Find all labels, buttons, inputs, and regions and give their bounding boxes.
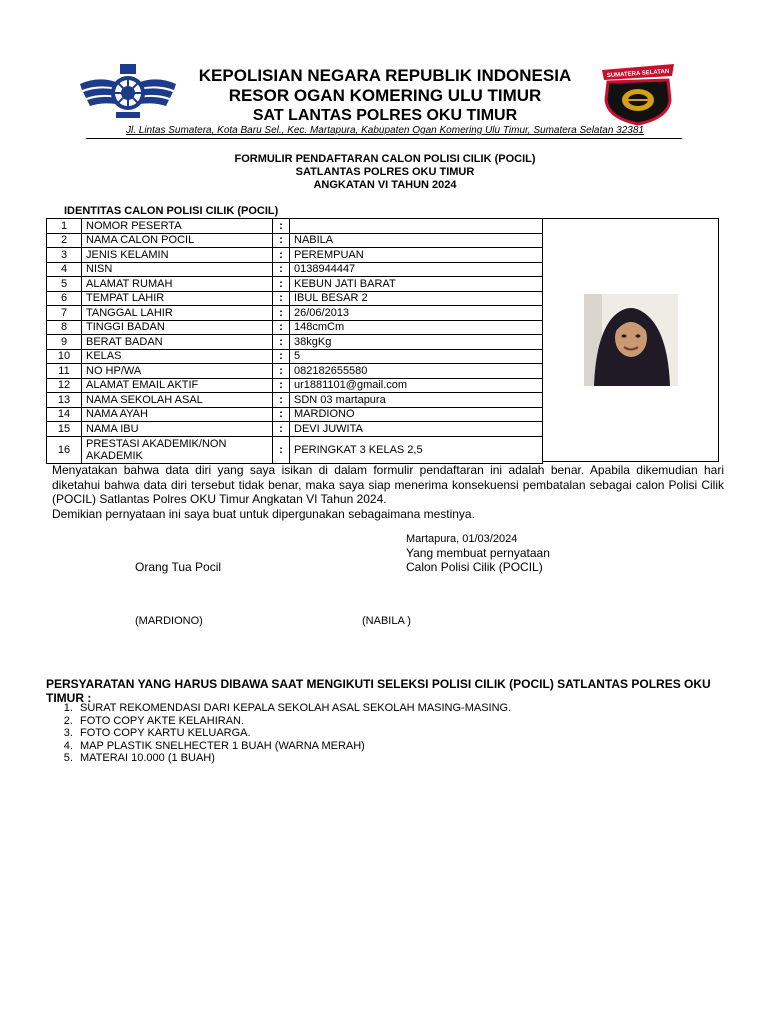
table-row — [47, 349, 543, 364]
row-colon: : — [273, 407, 290, 422]
row-number: 11 — [47, 364, 82, 379]
statement-paragraph-1: Menyatakan bahwa data diri yang saya isikan di dalam formulir pendaftaran ini adalah benar. Apabila dikemudian hari diketahui bahwa data diri tersebut tidak benar, maka saya siap menerima konsekuensi pembatalan sebagai calon Polisi Cilik (POCIL) Satlantas Polres OKU Timur Angkatan VI Tahun 2024. — [52, 463, 724, 506]
header-address: Jl. Lintas Sumatera, Kota Baru Sel., Kec. Martapura, Kabupaten Ogan Komering Ulu Timur, Sumatera Selatan 32381 — [126, 125, 644, 136]
row-label: ALAMAT EMAIL AKTIF — [82, 378, 273, 393]
form-title-line3: ANGKATAN VI TAHUN 2024 — [313, 179, 457, 191]
row-number: 14 — [47, 407, 82, 422]
row-colon: : — [273, 436, 290, 463]
row-label: JENIS KELAMIN — [82, 248, 273, 263]
identity-table — [46, 218, 543, 464]
requirements-list — [46, 702, 511, 765]
signature-candidate-label: Calon Polisi Cilik (POCIL) — [406, 560, 543, 574]
row-number: 6 — [47, 291, 82, 306]
row-colon: : — [273, 219, 290, 234]
list-item: 1. SURAT REKOMENDASI DARI KEPALA SEKOLAH ASAL SEKOLAH MASING-MASING. — [76, 702, 511, 715]
row-number: 9 — [47, 335, 82, 350]
form-title-line2: SATLANTAS POLRES OKU TIMUR — [295, 166, 475, 178]
list-item: 3. FOTO COPY KARTU KELUARGA. — [76, 727, 511, 740]
row-value: NABILA — [290, 233, 543, 248]
table-row — [47, 320, 543, 335]
applicant-photo — [584, 294, 678, 386]
signature-parent-label: Orang Tua Pocil — [135, 560, 222, 574]
table-row — [47, 436, 543, 463]
statement-paragraph-2: Demikian pernyataan ini saya buat untuk dipergunakan sebagaimana mestinya. — [52, 506, 475, 521]
polda-badge-logo — [598, 60, 678, 126]
row-label: NISN — [82, 262, 273, 277]
row-number: 12 — [47, 378, 82, 393]
row-label: NOMOR PESERTA — [82, 219, 273, 234]
row-number: 13 — [47, 393, 82, 408]
row-colon: : — [273, 233, 290, 248]
row-value: 26/06/2013 — [290, 306, 543, 321]
table-row — [47, 378, 543, 393]
row-colon: : — [273, 291, 290, 306]
row-label: PRESTASI AKADEMIK/NON AKADEMIK — [82, 436, 273, 463]
table-row — [47, 248, 543, 263]
table-row — [47, 407, 543, 422]
row-value: 082182655580 — [290, 364, 543, 379]
row-value: PERINGKAT 3 KELAS 2,5 — [290, 436, 543, 463]
row-number: 10 — [47, 349, 82, 364]
row-label: BERAT BADAN — [82, 335, 273, 350]
row-number: 2 — [47, 233, 82, 248]
header-line1: KEPOLISIAN NEGARA REPUBLIK INDONESIA — [198, 66, 572, 85]
table-row — [47, 277, 543, 292]
header-line3: SAT LANTAS POLRES OKU TIMUR — [252, 107, 518, 124]
row-colon: : — [273, 364, 290, 379]
row-value: SDN 03 martapura — [290, 393, 543, 408]
table-row — [47, 422, 543, 437]
table-row — [47, 335, 543, 350]
row-colon: : — [273, 320, 290, 335]
row-label: NAMA CALON POCIL — [82, 233, 273, 248]
statement — [52, 463, 724, 521]
row-value: MARDIONO — [290, 407, 543, 422]
row-value: ur1881101@gmail.com — [290, 378, 543, 393]
row-value: KEBUN JATI BARAT — [290, 277, 543, 292]
row-colon: : — [273, 335, 290, 350]
row-label: NO HP/WA — [82, 364, 273, 379]
signature-maker: Yang membuat pernyataan — [406, 546, 550, 560]
row-label: NAMA AYAH — [82, 407, 273, 422]
signature-place-date: Martapura, 01/03/2024 — [406, 533, 518, 545]
row-colon: : — [273, 422, 290, 437]
row-number: 1 — [47, 219, 82, 234]
row-number: 3 — [47, 248, 82, 263]
row-value — [290, 219, 543, 234]
row-value: IBUL BESAR 2 — [290, 291, 543, 306]
table-row — [47, 219, 543, 234]
table-row — [47, 233, 543, 248]
list-item: 4. MAP PLASTIK SNELHECTER 1 BUAH (WARNA MERAH) — [76, 740, 511, 753]
row-colon: : — [273, 306, 290, 321]
row-label: NAMA IBU — [82, 422, 273, 437]
header-divider — [86, 138, 682, 139]
table-row — [47, 262, 543, 277]
row-label: NAMA SEKOLAH ASAL — [82, 393, 273, 408]
form-title-line1: FORMULIR PENDAFTARAN CALON POLISI CILIK (POCIL) — [234, 153, 536, 165]
identity-title: IDENTITAS CALON POLISI CILIK (POCIL) — [64, 205, 279, 217]
header-line2: RESOR OGAN KOMERING ULU TIMUR — [228, 86, 542, 105]
row-label: TEMPAT LAHIR — [82, 291, 273, 306]
signature-candidate-name: (NABILA ) — [362, 615, 411, 627]
row-colon: : — [273, 378, 290, 393]
row-label: TANGGAL LAHIR — [82, 306, 273, 321]
requirements-title: PERSYARATAN YANG HARUS DIBAWA SAAT MENGIKUTI SELEKSI POLISI CILIK (POCIL) SATLANTAS POLRES OKU TIMUR : — [46, 677, 711, 705]
row-value: 5 — [290, 349, 543, 364]
row-value: DEVI JUWITA — [290, 422, 543, 437]
list-item: 2. FOTO COPY AKTE KELAHIRAN. — [76, 715, 511, 728]
row-value: 148cmCm — [290, 320, 543, 335]
row-number: 16 — [47, 436, 82, 463]
row-number: 5 — [47, 277, 82, 292]
row-colon: : — [273, 349, 290, 364]
list-item: 5. MATERAI 10.000 (1 BUAH) — [76, 752, 511, 765]
row-colon: : — [273, 248, 290, 263]
row-number: 7 — [47, 306, 82, 321]
row-value: 0138944447 — [290, 262, 543, 277]
row-number: 4 — [47, 262, 82, 277]
table-row — [47, 291, 543, 306]
row-value: PEREMPUAN — [290, 248, 543, 263]
row-label: TINGGI BADAN — [82, 320, 273, 335]
table-row — [47, 306, 543, 321]
row-value: 38kgKg — [290, 335, 543, 350]
table-row — [47, 393, 543, 408]
row-colon: : — [273, 262, 290, 277]
badge-text: SUMATERA SELATAN — [606, 68, 670, 80]
row-number: 15 — [47, 422, 82, 437]
row-number: 8 — [47, 320, 82, 335]
row-colon: : — [273, 393, 290, 408]
signature-parent-name: (MARDIONO) — [135, 615, 203, 627]
table-row — [47, 364, 543, 379]
row-label: ALAMAT RUMAH — [82, 277, 273, 292]
row-label: KELAS — [82, 349, 273, 364]
row-colon: : — [273, 277, 290, 292]
